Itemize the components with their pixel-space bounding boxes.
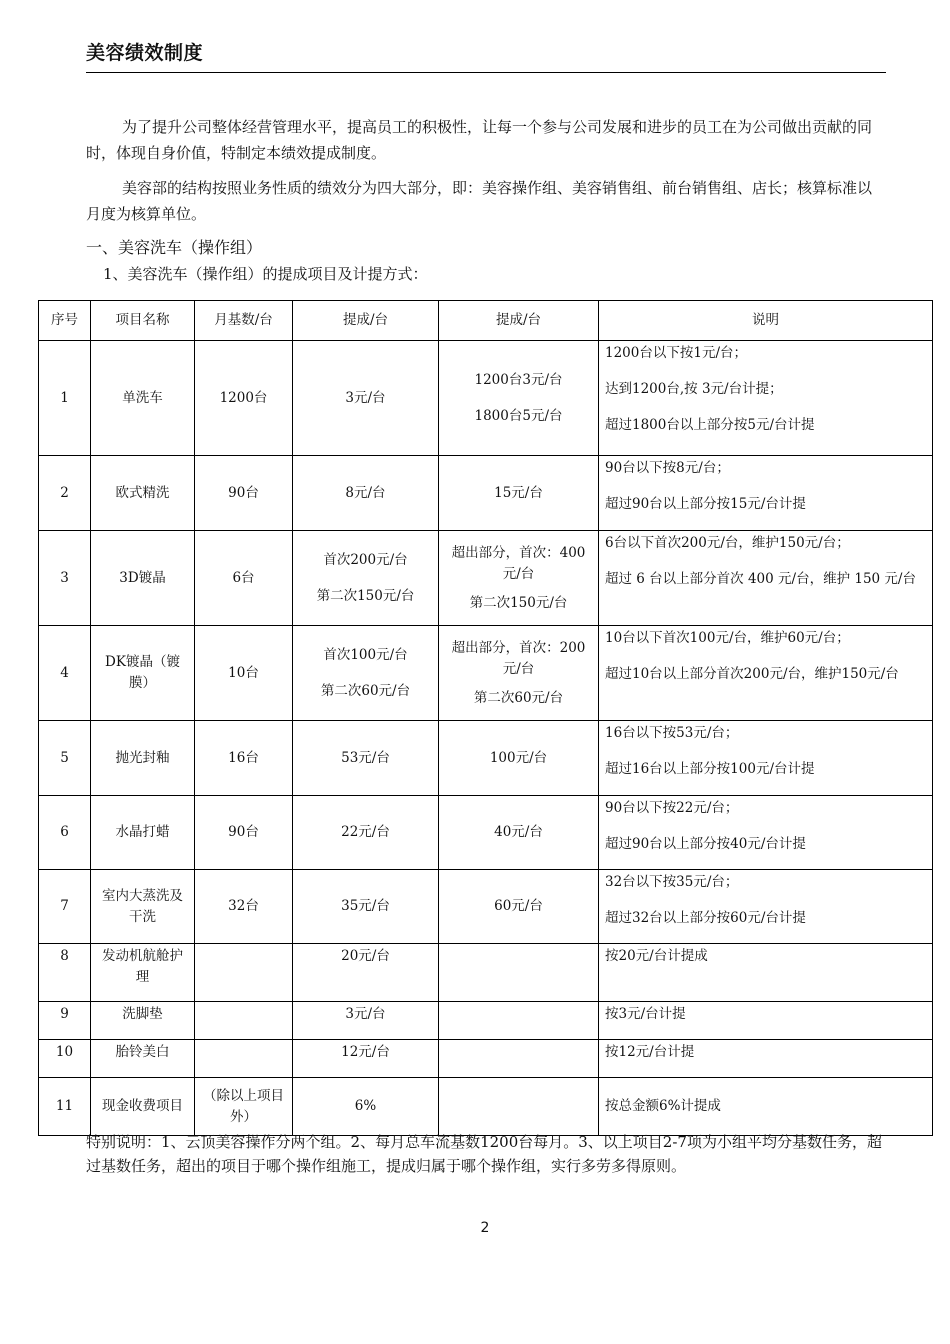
table-row — [39, 1040, 933, 1078]
cell-item-name: 发动机航舱护理 — [91, 944, 195, 1002]
commission-2-line: 超出部分，首次：200元/台 — [451, 639, 586, 677]
commission-2-line: 超出部分，首次：400元/台 — [451, 544, 586, 582]
document-title: 美容绩效制度 — [86, 42, 204, 64]
commission-1-line: 53元/台 — [341, 749, 390, 766]
commission-table — [38, 300, 933, 1136]
cell-base: （除以上项目外） — [195, 1078, 293, 1136]
description-line: 6台以下首次200元/台，维护150元/台； — [605, 535, 850, 551]
header-commission-1: 提成/台 — [293, 301, 439, 341]
cell-commission-1 — [293, 1078, 439, 1136]
cell-description — [599, 721, 933, 796]
commission-2-line: 第二次60元/台 — [473, 689, 564, 706]
cell-commission-1 — [293, 796, 439, 870]
cell-base: 10台 — [195, 626, 293, 721]
cell-base: 32台 — [195, 870, 293, 944]
cell-base: 6台 — [195, 531, 293, 626]
cell-commission-2 — [439, 796, 599, 870]
cell-no: 5 — [39, 721, 91, 796]
cell-base: 90台 — [195, 456, 293, 531]
commission-1-line: 第二次150元/台 — [316, 587, 415, 604]
header-description: 说明 — [599, 301, 933, 341]
description-line: 超过1800台以上部分按5元/台计提 — [605, 417, 815, 433]
description-line: 超过16台以上部分按100元/台计提 — [605, 761, 815, 777]
description-line: 32台以下按35元/台； — [605, 874, 739, 890]
cell-item-name: 欧式精洗 — [91, 456, 195, 531]
description-line: 超过90台以上部分按15元/台计提 — [605, 496, 806, 512]
commission-1-line: 首次100元/台 — [323, 646, 408, 663]
table-row — [39, 796, 933, 870]
cell-no: 11 — [39, 1078, 91, 1136]
section-heading: 一、美容洗车（操作组） — [86, 238, 263, 257]
cell-commission-2 — [439, 626, 599, 721]
cell-commission-2 — [439, 531, 599, 626]
header-item-name: 项目名称 — [91, 301, 195, 341]
cell-no: 8 — [39, 944, 91, 1002]
cell-description — [599, 1002, 933, 1040]
table-row — [39, 456, 933, 531]
header-divider — [86, 72, 886, 73]
cell-base — [195, 1002, 293, 1040]
cell-commission-2 — [439, 1078, 599, 1136]
description-line: 超过32台以上部分按60元/台计提 — [605, 910, 806, 926]
cell-base: 90台 — [195, 796, 293, 870]
commission-1-line: 3元/台 — [345, 389, 386, 406]
commission-2-line: 第二次150元/台 — [469, 594, 568, 611]
table-header-row — [39, 301, 933, 341]
table-row — [39, 531, 933, 626]
cell-commission-2 — [439, 721, 599, 796]
cell-commission-2 — [439, 456, 599, 531]
commission-1-line: 12元/台 — [341, 1044, 390, 1060]
special-note: 特别说明：1、云顶美容操作分两个组。2、每月总车流基数1200台每月。3、以上项目2-7项为小组平均分基数任务，超过基数任务，超出的项目于哪个操作组施工，提成归属于哪个操作组，实行多劳多得原则。 — [86, 1133, 882, 1175]
cell-item-name: 洗脚垫 — [91, 1002, 195, 1040]
description-line: 1200台以下按1元/台； — [605, 345, 747, 361]
cell-base — [195, 944, 293, 1002]
cell-description — [599, 456, 933, 531]
cell-commission-2 — [439, 944, 599, 1002]
cell-commission-2 — [439, 870, 599, 944]
cell-description — [599, 870, 933, 944]
commission-1-line: 6% — [354, 1098, 377, 1114]
commission-1-line: 首次200元/台 — [323, 551, 408, 568]
cell-commission-1 — [293, 944, 439, 1002]
commission-2-line: 1200台3元/台 — [474, 371, 563, 388]
description-line: 超过10台以上部分首次200元/台，维护150元/台 — [605, 666, 899, 682]
cell-no: 9 — [39, 1002, 91, 1040]
cell-item-name: 胎铃美白 — [91, 1040, 195, 1078]
cell-commission-2 — [439, 341, 599, 456]
cell-description — [599, 1078, 933, 1136]
cell-description — [599, 796, 933, 870]
cell-description — [599, 1040, 933, 1078]
cell-commission-1 — [293, 626, 439, 721]
cell-no: 10 — [39, 1040, 91, 1078]
commission-2-line: 60元/台 — [494, 898, 543, 914]
description-line: 达到1200台,按 3元/台计提； — [605, 381, 783, 397]
header-commission-2: 提成/台 — [439, 301, 599, 341]
commission-1-line: 第二次60元/台 — [320, 682, 411, 699]
cell-base — [195, 1040, 293, 1078]
cell-no: 2 — [39, 456, 91, 531]
section-subheading: 1、美容洗车（操作组）的提成项目及计提方式： — [103, 265, 428, 283]
cell-item-name: 抛光封釉 — [91, 721, 195, 796]
commission-1-line: 8元/台 — [345, 484, 386, 501]
cell-base: 1200台 — [195, 341, 293, 456]
table-row — [39, 721, 933, 796]
cell-base: 16台 — [195, 721, 293, 796]
cell-commission-1 — [293, 531, 439, 626]
cell-description — [599, 341, 933, 456]
commission-1-line: 3元/台 — [345, 1006, 386, 1022]
cell-commission-2 — [439, 1002, 599, 1040]
cell-description — [599, 531, 933, 626]
cell-commission-1 — [293, 341, 439, 456]
cell-description — [599, 626, 933, 721]
cell-item-name: DK镀晶（镀膜） — [91, 626, 195, 721]
commission-2-line: 100元/台 — [489, 749, 548, 766]
cell-description — [599, 944, 933, 1002]
cell-no: 3 — [39, 531, 91, 626]
cell-item-name: 3D镀晶 — [91, 531, 195, 626]
commission-2-line: 1800台5元/台 — [474, 407, 563, 424]
cell-no: 7 — [39, 870, 91, 944]
description-line: 按20元/台计提成 — [605, 948, 708, 964]
header-no: 序号 — [39, 301, 91, 341]
description-line: 超过90台以上部分按40元/台计提 — [605, 836, 806, 852]
table-row — [39, 870, 933, 944]
cell-item-name: 单洗车 — [91, 341, 195, 456]
description-line: 超过 6 台以上部分首次 400 元/台，维护 150 元/台 — [605, 571, 916, 587]
intro-paragraph-1: 为了提升公司整体经营管理水平，提高员工的积极性，让每一个参与公司发展和进步的员工在为公司做出贡献的同时，体现自身价值，特制定本绩效提成制度。 — [86, 118, 873, 162]
commission-1-line: 35元/台 — [341, 898, 390, 914]
page-number: 2 — [480, 1220, 490, 1236]
cell-no: 4 — [39, 626, 91, 721]
cell-commission-1 — [293, 1040, 439, 1078]
table-row — [39, 341, 933, 456]
cell-item-name: 室内大蒸洗及干洗 — [91, 870, 195, 944]
table-row — [39, 944, 933, 1002]
description-line: 按3元/台计提 — [605, 1006, 686, 1022]
commission-1-line: 22元/台 — [341, 824, 390, 840]
cell-item-name: 水晶打蜡 — [91, 796, 195, 870]
cell-no: 1 — [39, 341, 91, 456]
cell-no: 6 — [39, 796, 91, 870]
cell-commission-1 — [293, 721, 439, 796]
table-row — [39, 1002, 933, 1040]
cell-commission-2 — [439, 1040, 599, 1078]
description-line: 90台以下按22元/台； — [605, 800, 739, 816]
description-line: 按12元/台计提 — [605, 1044, 695, 1060]
description-line: 90台以下按8元/台； — [605, 460, 730, 476]
description-line: 按总金额6%计提成 — [605, 1098, 721, 1114]
commission-1-line: 20元/台 — [341, 948, 390, 964]
table-row — [39, 626, 933, 721]
table-row — [39, 1078, 933, 1136]
cell-commission-1 — [293, 870, 439, 944]
description-line: 16台以下按53元/台； — [605, 725, 739, 741]
intro-paragraph-2: 美容部的结构按照业务性质的绩效分为四大部分，即：美容操作组、美容销售组、前台销售组、店长；核算标准以月度为核算单位。 — [86, 179, 873, 223]
commission-2-line: 15元/台 — [494, 484, 543, 501]
cell-item-name: 现金收费项目 — [91, 1078, 195, 1136]
cell-commission-1 — [293, 456, 439, 531]
description-line: 10台以下首次100元/台，维护60元/台； — [605, 630, 850, 646]
commission-2-line: 40元/台 — [494, 824, 543, 840]
cell-commission-1 — [293, 1002, 439, 1040]
header-monthly-base: 月基数/台 — [195, 301, 293, 341]
